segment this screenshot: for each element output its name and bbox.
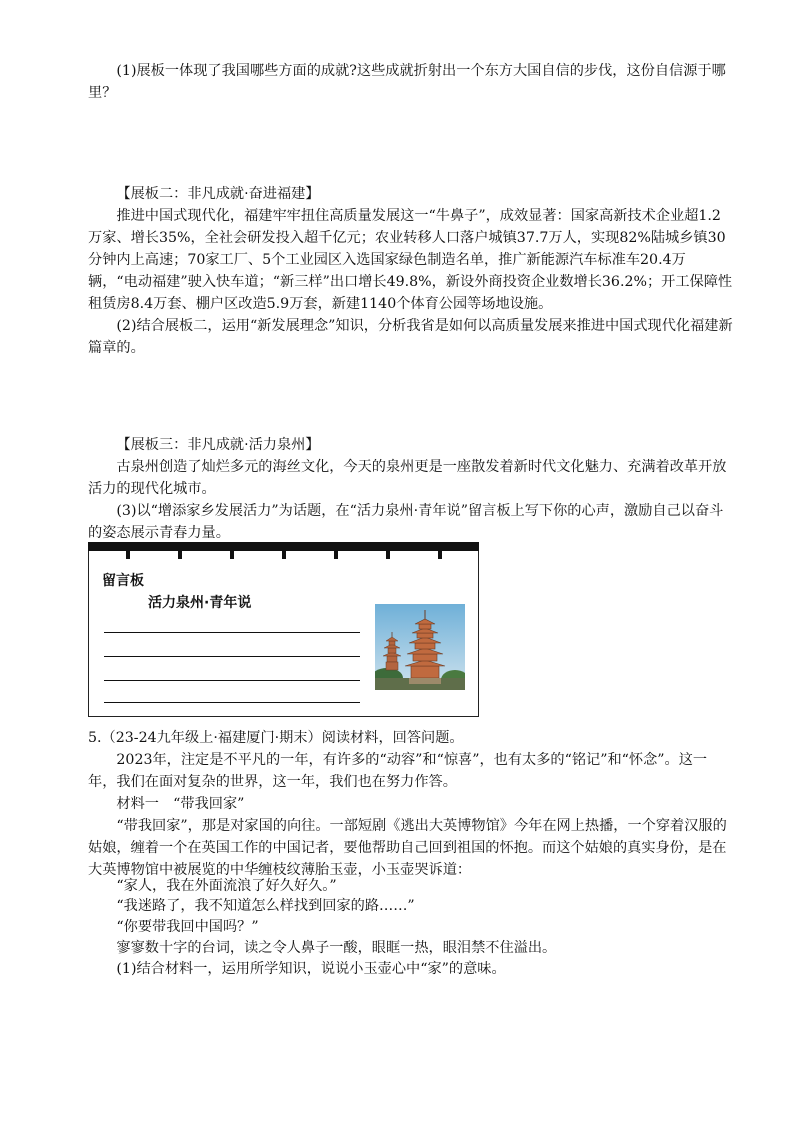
writing-line[interactable] xyxy=(104,656,360,657)
material-1-title: 材料一 “带我回家” xyxy=(116,796,245,812)
panel2-body: 推进中国式现代化，福建牢牢扭住高质量发展这一“牛鼻子”，成效显著：国家高新技术企业超1.2万家、增长35%，全社会研发投入超千亿元；农业转移人口落户城镇37.7万人，实现82%陆城乡镇30分钟内上高速；70家工厂、5个工业园区入选国家绿色制造名单，推广新能源汽车标准车20.4万辆，“电动福建”驶入快车道；“新三样”出口增长49.8%，新设外商投资企业数增长36.2%；开工保障性租赁房8.4万套、棚户区改造5.9万套，新建1140个体育公园等场地设施。 xyxy=(88,208,733,312)
board-peg xyxy=(126,551,130,559)
quote-2: “我迷路了，我不知道怎么样找到回家的路……” xyxy=(116,898,415,914)
question-1: (1)展板一体现了我国哪些方面的成就?这些成就折射出一个东方大国自信的步伐，这份自信源于哪里？ xyxy=(88,63,726,101)
writing-line[interactable] xyxy=(104,680,360,681)
question-3: (3)以“增添家乡发展活力”为话题，在“活力泉州·青年说”留言板上写下你的心声，激励自己以奋斗的姿态展示青春力量。 xyxy=(88,503,724,541)
panel2-title: 【展板二：非凡成就·奋进福建】 xyxy=(116,186,320,202)
message-board xyxy=(88,542,479,718)
q5-paragraph-3: 寥寥数十字的台词，读之令人鼻子一酸，眼眶一热，眼泪禁不住溢出。 xyxy=(116,940,557,956)
quote-3: “你要带我回中国吗？” xyxy=(116,919,259,935)
q5-question-1: (1)结合材料一，运用所学知识，说说小玉壶心中“家”的意味。 xyxy=(116,961,506,977)
writing-line[interactable] xyxy=(104,702,360,703)
panel3-body: 古泉州创造了灿烂多元的海丝文化，今天的泉州更是一座散发着新时代文化魅力、充满着改革开放活力的现代化城市。 xyxy=(88,459,727,497)
question-2: (2)结合展板二，运用“新发展理念”知识，分析我省是如何以高质量发展来推进中国式现代化福建新篇章的。 xyxy=(88,318,733,356)
q5-intro: 5.（23-24九年级上·福建厦门·期末）阅读材料，回答问题。 xyxy=(88,730,464,746)
board-peg xyxy=(386,551,390,559)
q5-paragraph-2: “带我回家”，那是对家国的向往。一部短剧《逃出大英博物馆》今年在网上热播，一个穿着汉服的姑娘，缠着一个在英国工作的中国记者，要他帮助自己回到祖国的怀抱。而这个姑娘的真实身份，是在大英博物馆中被展览的中华缠枝纹薄胎玉壶，小玉壶哭诉道： xyxy=(88,818,727,878)
panel3-title: 【展板三：非凡成就·活力泉州】 xyxy=(116,437,320,453)
q5-paragraph-1: 2023年，注定是不平凡的一年，有许多的“动容”和“惊喜”，也有太多的“铭记”和“怀念”。这一年，我们在面对复杂的世界，这一年，我们也在努力作答。 xyxy=(88,752,708,790)
pagoda-photo xyxy=(375,604,465,690)
board-peg xyxy=(334,551,338,559)
board-peg xyxy=(230,551,234,559)
board-subtitle: 活力泉州·青年说 xyxy=(148,595,252,611)
writing-line[interactable] xyxy=(104,632,360,633)
message-board-top-bar xyxy=(88,542,479,551)
quote-1: “家人，我在外面流浪了好久好久。” xyxy=(116,878,337,894)
board-peg xyxy=(282,551,286,559)
board-title: 留言板 xyxy=(102,573,144,589)
board-peg xyxy=(438,551,442,559)
board-peg xyxy=(178,551,182,559)
